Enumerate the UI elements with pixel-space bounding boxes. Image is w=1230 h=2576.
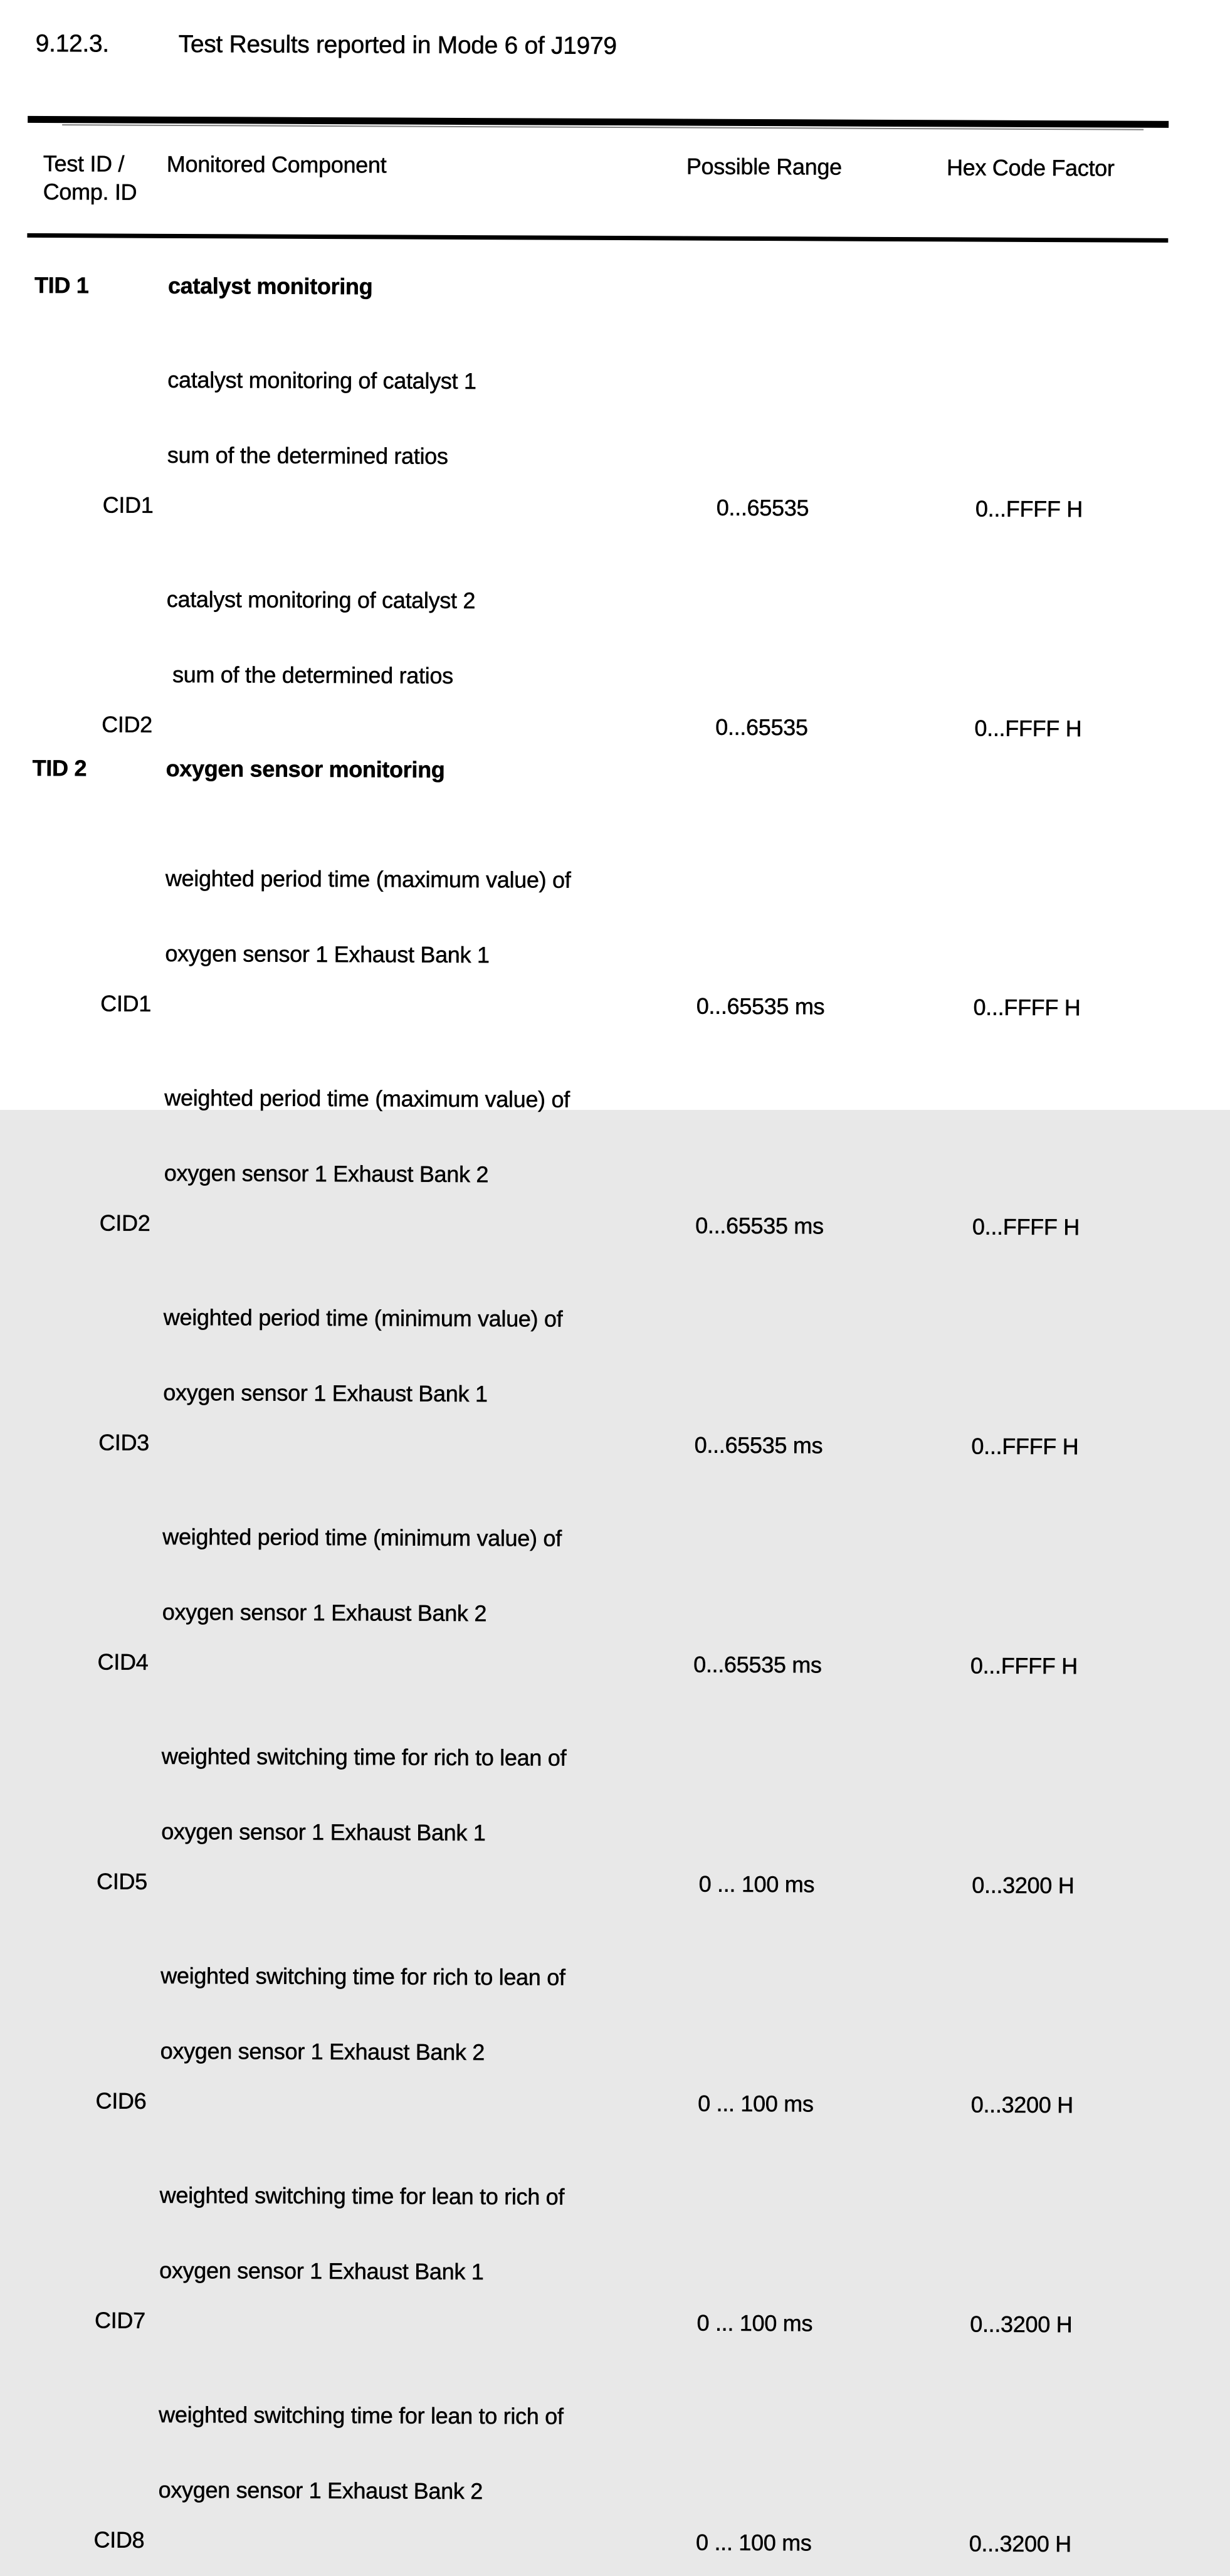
hex-code-factor-value: 0...FFFF H <box>972 1213 1080 1240</box>
possible-range-value: 0...65535 ms <box>695 1212 824 1239</box>
table-row <box>0 2132 1221 2338</box>
cid-label: CID5 <box>96 1868 147 1894</box>
cid-label: CID6 <box>95 2088 147 2114</box>
table-header-rule <box>27 233 1168 243</box>
table-body <box>0 273 1229 2576</box>
possible-range-value: 0 ... 100 ms <box>698 1871 815 1898</box>
cid-label: CID8 <box>93 2526 145 2553</box>
component-description: catalyst monitoring of catalyst 1 sum of the determined ratios <box>167 366 476 469</box>
table-row <box>0 2352 1220 2558</box>
hex-code-factor-value: 0...3200 H <box>972 1872 1075 1899</box>
component-description: weighted period time (maximum value) of oxygen sensor 1 Exhaust Bank 1 <box>165 865 571 968</box>
table-header-row <box>0 149 1229 205</box>
tid-label: TID 1 <box>34 272 89 298</box>
group-title-row-tid2 <box>0 756 1227 786</box>
component-description: weighted switching time for rich to lean of oxygen sensor 1 Exhaust Bank 1 <box>161 1743 567 1846</box>
cid-label: CID7 <box>94 2307 145 2333</box>
component-description: weighted switching time for lean to rich of oxygen sensor 1 Exhaust Bank 1 <box>159 2182 565 2285</box>
hex-code-factor-value: 0...3200 H <box>969 2530 1071 2557</box>
tid-label: TID 2 <box>32 754 87 781</box>
possible-range-value: 0 ... 100 ms <box>696 2309 813 2336</box>
possible-range-value: 0...65535 <box>715 714 808 741</box>
hex-code-factor-value: 0...FFFF H <box>973 994 1081 1021</box>
table-row <box>0 815 1226 1021</box>
hex-code-factor-value: 0...FFFF H <box>971 1433 1079 1460</box>
component-description: weighted switching time for rich to lean of oxygen sensor 1 Exhaust Bank 2 <box>160 1962 565 2066</box>
section-title: Test Results reported in Mode 6 of J1979 <box>178 30 617 60</box>
table-row <box>0 1035 1226 1241</box>
component-description: weighted period time (minimum value) of oxygen sensor 1 Exhaust Bank 2 <box>162 1523 562 1627</box>
tid-title: catalyst monitoring <box>167 272 373 300</box>
table-row <box>0 1913 1222 2119</box>
cid-label: CID1 <box>100 990 152 1016</box>
possible-range-value: 0...65535 ms <box>694 1432 823 1459</box>
column-header-test-id-line1: Test ID / <box>43 150 125 177</box>
hex-code-factor-value: 0...3200 H <box>970 2311 1073 2338</box>
cid-label: CID3 <box>98 1429 150 1455</box>
possible-range-value: 0 ... 100 ms <box>695 2529 812 2556</box>
group-title-row-tid1 <box>0 273 1229 304</box>
section-number: 9.12.3. <box>35 29 109 58</box>
cid-label: CID1 <box>102 492 154 518</box>
possible-range-value: 0...65535 ms <box>693 1651 822 1678</box>
cid-label: CID4 <box>97 1649 149 1675</box>
tid-title: oxygen sensor monitoring <box>166 755 445 783</box>
component-description: weighted switching time for lean to rich of oxygen sensor 1 Exhaust Bank 2 <box>158 2401 564 2505</box>
column-header-test-id <box>43 149 137 206</box>
cid-label: CID2 <box>99 1210 150 1236</box>
column-header-hex-code-factor: Hex Code Factor <box>946 154 1115 181</box>
component-description: weighted period time (maximum value) of oxygen sensor 1 Exhaust Bank 2 <box>164 1084 570 1188</box>
possible-range-value: 0 ... 100 ms <box>698 2090 814 2117</box>
component-description: catalyst monitoring of catalyst 2 sum of the determined ratios <box>166 586 476 689</box>
column-header-monitored-component: Monitored Component <box>166 150 387 178</box>
cid-label: CID2 <box>102 711 153 737</box>
table-row <box>0 1693 1222 1899</box>
column-header-possible-range: Possible Range <box>686 153 842 180</box>
hex-code-factor-value: 0...FFFF H <box>970 1652 1078 1679</box>
component-description: weighted period time (minimum value) of oxygen sensor 1 Exhaust Bank 1 <box>163 1304 563 1407</box>
table-row <box>0 1254 1224 1460</box>
column-header-test-id-line2: Comp. ID <box>43 179 137 205</box>
table-top-rule <box>28 116 1169 128</box>
hex-code-factor-value: 0...FFFF H <box>975 495 1083 522</box>
possible-range-value: 0...65535 <box>716 494 809 521</box>
section-heading <box>36 30 617 60</box>
table-row <box>0 1474 1224 1680</box>
table-row <box>0 317 1229 523</box>
hex-code-factor-value: 0...FFFF H <box>974 715 1082 742</box>
possible-range-value: 0...65535 ms <box>696 993 825 1020</box>
hex-code-factor-value: 0...3200 H <box>970 2091 1074 2118</box>
table-row <box>0 536 1227 742</box>
